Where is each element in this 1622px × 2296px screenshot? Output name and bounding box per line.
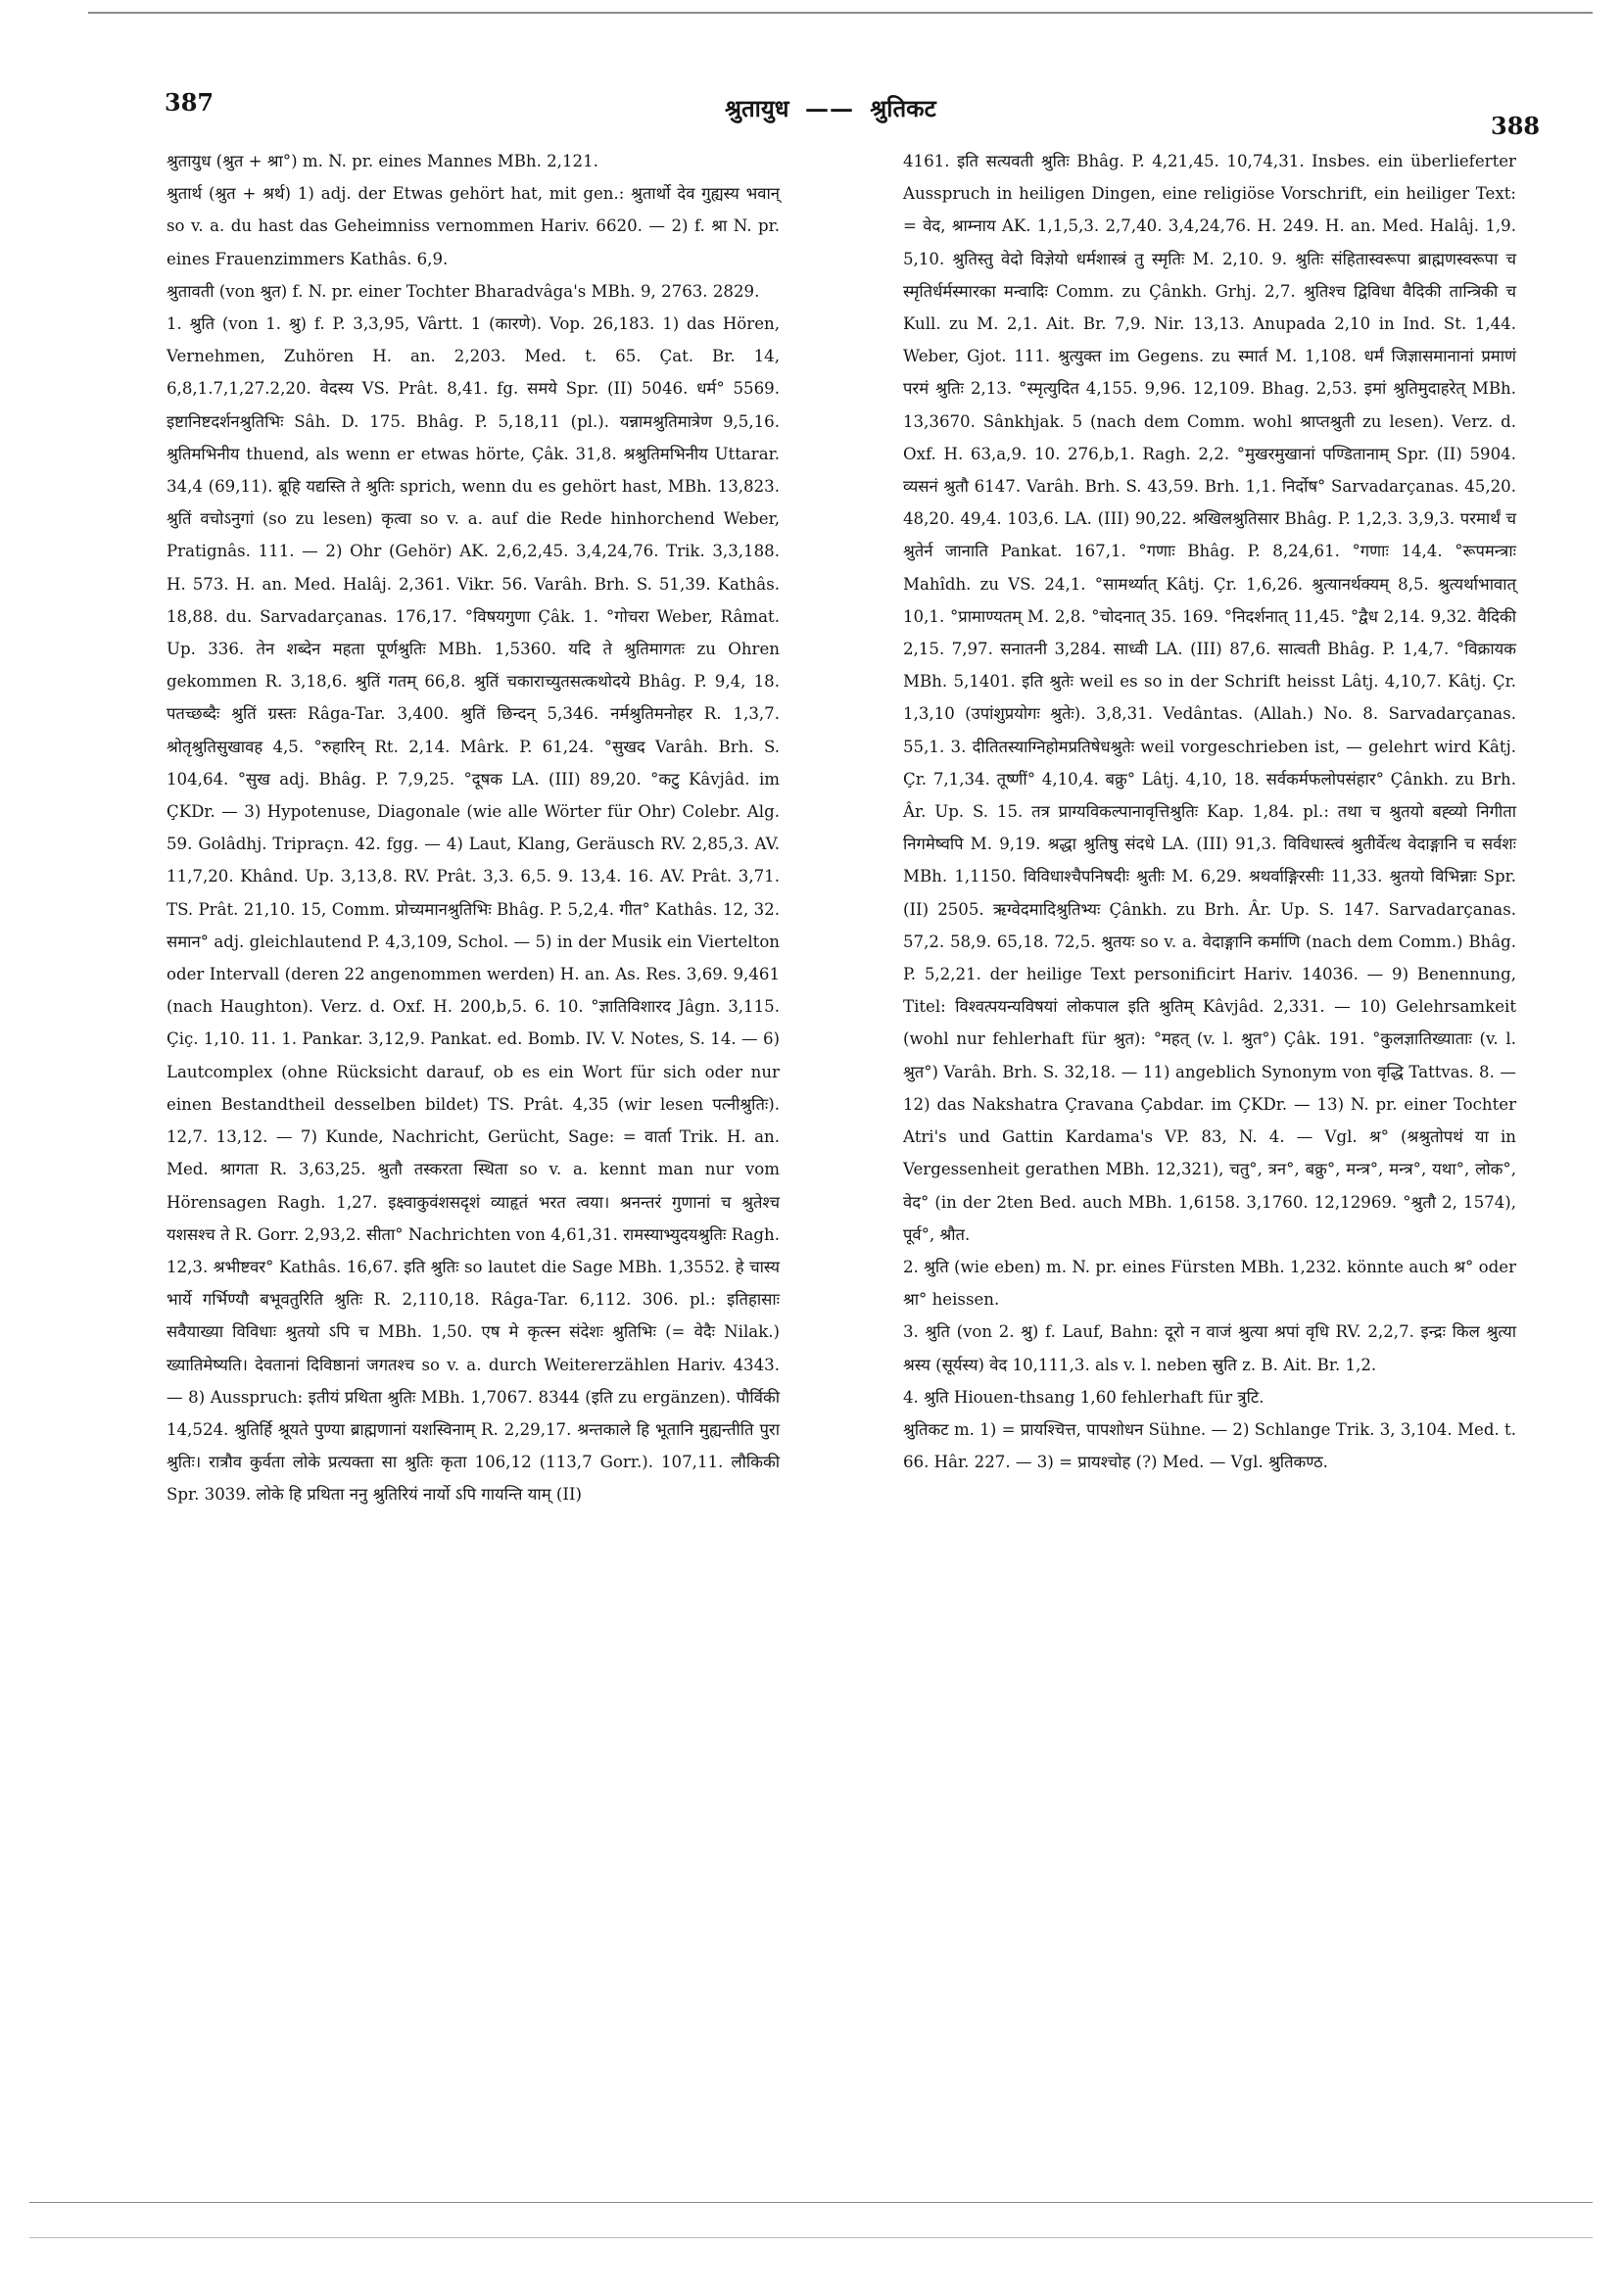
dictionary-entry: 1. श्रुति (von 1. श्रु) f. P. 3,3,95, Vârtt. 1 (कारणे). Vop. 26,183. 1) das Hören, Vernehmen, Zuhören H. an. 2,203. Med. t. 65. Çat. Br. 14, 6,8,1.7,1,27.2,20. वेदस्य VS. Prât. 8,41. fg. समये Spr. (II) 5046. धर्म° 5569. इष्टानिष्टदर्शनश्रुतिभिः Sâh. D. 175. Bhâg. P. 5,18,11 (pl.). यन्नामश्रुतिमात्रेण 9,5,16. श्रुतिमभिनीय thuend, als wenn er etwas hörte, Çâk. 31,8. श्रश्रुतिमभिनीय Uttarar. 34,4 (69,11). ब्रूहि यद्यस्ति ते श्रुतिः sprich, wenn du es gehört hast, MBh. 13,823. श्रुतिं वचोऽनुगां (so zu lesen) कृत्वा so v. a. auf die Rede hinhorchend Weber, Pratignâs. 111. — 2) Ohr (Gehör) AK. 2,6,2,45. 3,4,24,76. Trik. 3,3,188. H. 573. H. an. Med. Halâj. 2,361. Vikr. 56. Varâh. Brh. S. 51,39. Kathâs. 18,88. du. Sarvadarçanas. 176,17. °विषयगुणा Çâk. 1. °गोचरा Weber, Râmat. Up. 336. तेन शब्देन महता पूर्णश्रुतिः MBh. 1,5360. यदि ते श्रुतिमागतः zu Ohren gekommen R. 3,18,6. श्रुतिं गतम् 66,8. श्रुतिं चकाराच्युतसत्कथोदये Bhâg. P. 9,4, 18. पतच्छब्दैः श्रुतिं ग्रस्तः Râga-Tar. 3,400. श्रुतिं छिन्दन् 5,346. नर्मश्रुतिमनोहर R. 1,3,7. श्रोतृश्रुतिसुखावह 4,5. °रुहारिन् Rt. 2,14. Mârk. P. 61,24. °सुखद Varâh. Brh. S. 104,64. °सुख adj. Bhâg. P. 7,9,25. °दूषक LA. (III) 89,20. °कटु Kâvjâd. im ÇKDr. — 3) Hypotenuse, Diagonale (wie alle Wörter für Ohr) Colebr. Alg. 59. Golâdhj. Tripraçn. 42. fgg. — 4) Laut, Klang, Geräusch RV. 2,85,3. AV. 11,7,20. Khând. Up. 3,13,8. RV. Prât. 3,3. 6,5. 9. 13,4. 16. AV. Prât. 3,71. TS. Prât. 21,10. 15, Comm. प्रोच्यमानश्रुतिभिः Bhâg. P. 5,2,4. गीत° Kathâs. 12, 32. समान° adj. gleichlautend P. 4,3,109, Schol. — 5) in der Musik ein Viertelton oder Intervall (deren 22 angenommen werden) H. an. As. Res. 3,69. 9,461 (nach Haughton). Verz. d. Oxf. H. 200,b,5. 6. 10. °ज्ञातिविशारद Jâgn. 3,115. Çiç. 1,10. 11. 1. Pankar. 3,12,9. Pankat. ed. Bomb. IV. V. Notes, S. 14. — 6) Lautcomplex (ohne Rücksicht darauf, ob es ein Wort für sich oder nur einen Bestandtheil desselben bildet) TS. Prât. 4,35 (wir lesen पत्नीश्रुतिः). 12,7. 13,12. — 7) Kunde, Nachricht, Gerücht, Sage: = वार्ता Trik. H. an. Med. श्रागता R. 3,63,25. श्रुतौ तस्करता स्थिता so v. a. kennt man nur vom Hörensagen Ragh. 1,27. इक्ष्वाकुवंशसदृशं व्याहृतं भरत त्वया। श्रनन्तरं गुणानां च श्रुतेश्च यशसश्च ते R. Gorr. 2,93,2. सीता° Nachrichten von 4,61,31. रामस्याभ्युदयश्रुतिः Ragh. 12,3. श्रभीष्टवर° Kathâs. 16,67. इति श्रुतिः so lautet die Sage MBh. 1,3552. हे चास्य भार्ये गर्भिण्यौ बभूवतुरिति श्रुतिः R. 2,110,18. Râga-Tar. 6,112. 306. pl.: इतिहासाः सवैयाख्या विविधाः श्रुतयो ऽपि च MBh. 1,50. एष मे कृत्स्न संदेशः श्रुतिभिः (= वेदैः Nilak.) ख्यातिमेष्यति। देवतानां दिविष्ठानां जगतश्च so v. a. durch Weitererzählen Hariv. 4343. — 8) Ausspruch: इतीयं प्रथिता श्रुतिः MBh. 1,7067. 8344 (इति zu ergänzen). पौर्विकी 14,524. श्रुतिर्हि श्रूयते पुण्या ब्राह्मणानां यशस्विनाम् R. 2,29,17. श्रन्तकाले हि भूतानि मुह्यन्तीति पुरा श्रुतिः। रात्रौव कुर्वता लोके प्रत्यक्ता सा श्रुतिः कृता 106,12 (113,7 Gorr.). 107,11. लौकिकी Spr. 3039. लोके हि प्रथिता ननु श्रुतिरियं नार्यो ऽपि गायन्ति याम् (II) (167, 314, 780, 1505)
page-number-right: 388 (1491, 112, 1541, 140)
running-head (725, 92, 936, 124)
dictionary-entry: 2. श्रुति (wie eben) m. N. pr. eines Fürsten MBh. 1,232. könnte auch श्र° oder श्रा° heissen. (903, 1257, 1516, 1310)
dictionary-entry: श्रुतिकट m. 1) = प्रायश्चित्त, पापशोधन Sühne. — 2) Schlange Trik. 3, 3,104. Med. t. 66. Hâr. 227. — 3) = प्रायश्चोह (?) Med. — Vgl. श्रुतिकण्ठ. (903, 1419, 1516, 1472)
running-head-right: श्रुतिकट (870, 94, 936, 122)
dictionary-entry: 4161. इति सत्यवती श्रुतिः Bhâg. P. 4,21,45. 10,74,31. Insbes. ein überlieferter Ausspruch in heiligen Dingen, eine religiöse Vorschrift, ein heiliger Text: = वेद, श्राम्नाय AK. 1,1,5,3. 2,7,40. 3,4,24,76. H. 249. H. an. Med. Halâj. 1,9. 5,10. श्रुतिस्तु वेदो विज्ञेयो धर्मशास्त्रं तु स्मृतिः M. 2,10. 9. श्रुतिः संहितास्वरूपा ब्राह्मणस्वरूपा च स्मृतिर्धर्मस्मारका मन्वादिः Comm. zu Çânkh. Grhj. 2,7. श्रुतिश्च द्विविधा वैदिकी तान्त्रिकी च Kull. zu M. 2,1. Ait. Br. 7,9. Nir. 13,13. Anupada 2,10 in Ind. St. 1,44. Weber, Gjot. 111. श्रुत्युक्त im Gegens. zu स्मार्त M. 1,108. धर्मं जिज्ञासमानानां प्रमाणं परमं श्रुतिः 2,13. °स्मृत्युदित 4,155. 9,96. 12,109. Bhag. 2,53. इमां श्रुतिमुदाहरेत् MBh. 13,3670. Sânkhjak. 5 (nach dem Comm. wohl श्राप्तश्रुती zu lesen). Verz. d. Oxf. H. 63,a,9. 10. 276,b,1. Ragh. 2,2. °मुखरमुखानां पण्डितानाम् Spr. (II) 5904. व्यसनं श्रुतौ 6147. Varâh. Brh. S. 43,59. Brh. 1,1. निर्दोष° Sarvadarçanas. 45,20. 48,20. 49,4. 103,6. LA. (III) 90,22. श्रखिलश्रुतिसार Bhâg. P. 1,2,3. 3,9,3. परमार्थं च श्रुतेर्न जानाति Pankat. 167,1. °गणाः Bhâg. P. 8,24,61. °गणाः 14,4. °रूपमन्त्राः Mahîdh. zu VS. 24,1. °सामर्थ्यात् Kâtj. Çr. 1,6,26. श्रुत्यानर्थक्यम् 8,5. श्रुत्यर्थाभावात् 10,1. °प्रामाण्यतम् M. 2,8. °चोदनात् 35. 169. °निदर्शनात् 11,45. °द्वैध 2,14. 9,32. वैदिकी 2,15. 7,97. सनातनी 3,284. साध्वी LA. (III) 87,6. सात्वती Bhâg. P. 1,4,7. °विक्रायक MBh. 5,1401. इति श्रुतेः weil es so in der Schrift heisst Lâtj. 4,10,7. Kâtj. Çr. 1,3,10 (उपांशुप्रयोगः श्रुतेः). 3,8,31. Vedântas. (Allah.) No. 8. Sarvadarçanas. 55,1. 3. दीतितस्याग्निहोमप्रतिषेधश्रुतेः weil vorgeschrieben ist, — gelehrt wird Kâtj. Çr. 7,1,34. तूष्णीं° 4,10,4. बक्रु° Lâtj. 4,10, 18. सर्वकर्मफलोपसंहार° Çânkh. zu Brh. Âr. Up. S. 15. तत्र प्राग्यविकल्पानावृत्तिश्रुतिः Kap. 1,84. pl.: तथा च श्रुतयो बह्व्यो निगीता निगमेष्वपि M. 9,19. श्रद्धा श्रुतिषु संदधे LA. (III) 91,3. विविधास्त्वं श्रुतीर्वेत्थ वेदाङ्गानि च सर्वशः MBh. 1,1150. विविधाश्चैपनिषदीः श्रुतीः M. 6,29. श्रथर्वाङ्गिरसीः 11,33. श्रुतयो विभिन्नाः Spr. (II) 2505. ऋग्वेदमादिश्रुतिभ्यः Çânkh. zu Brh. Âr. Up. S. 147. Sarvadarçanas. 57,2. 58,9. 65,18. 72,5. श्रुतयः so v. a. वेदाङ्गानि कर्माणि (nach dem Comm.) Bhâg. P. 5,2,21. der heilige Text personificirt Hariv. 14036. — 9) Benennung, Titel: विश्वत्पयन्यविषयां लोकपाल इति श्रुतिम् Kâvjâd. 2,331. — 10) Gelehrsamkeit (wohl nur fehlerhaft für श्रुत): °महत् (v. l. श्रुत°) Çâk. 191. °कुलज्ञातिख्याताः (v. l. श्रुत°) Varâh. Brh. S. 32,18. — 11) angeblich Synonym von वृद्धि Tattvas. 8. — 12) das Nakshatra Çravana Çabdar. im ÇKDr. — 13) N. pr. einer Tochter Atri's und Gattin Kardama's VP. 83, N. 4. — Vgl. श्र° (श्रश्रुतोपथं या in Vergessenheit gerathen MBh. 12,321), चतु°, त्रन°, बक्रु°, मन्त्र°, मन्त्र°, यथा°, लोक°, वेद° (in der 2ten Bed. auch MBh. 1,6158. 3,1760. 12,12969. °श्रुतौ 2, 1574), पूर्व°, श्रौत. (903, 152, 1516, 1244)
dictionary-entry: 4. श्रुति Hiouen-thsang 1,60 fehlerhaft für त्रुटि. (903, 1387, 1264, 1407)
page-header (0, 82, 1622, 141)
dictionary-entry: श्रुतावती (von श्रुत) f. N. pr. einer Tochter Bharadvâga's MBh. 9, 2763. 2829. (167, 281, 760, 301)
left-column (167, 145, 780, 1511)
running-head-left: श्रुतायुध (725, 94, 789, 122)
page-number-left: 387 (165, 88, 215, 117)
right-column (903, 145, 1516, 1478)
dictionary-entry: श्रुतार्थ (श्रुत + श्रर्थ) 1) adj. der Etwas gehört hat, mit gen.: श्रुतार्थो देव गुह्यस्य भवान् so v. a. du hast das Geheimniss vernommen Hariv. 6620. — 2) f. श्रा N. pr. eines Frauenzimmers Kathâs. 6,9. (167, 184, 780, 268)
dictionary-entry: श्रुतायुध (श्रुत + श्रा°) m. N. pr. eines Mannes MBh. 2,121. (167, 152, 598, 170)
top-rule (88, 12, 1593, 14)
bottom-rule-faint (29, 2237, 1593, 2238)
dictionary-entry: 3. श्रुति (von 2. श्रु) f. Lauf, Bahn: दूरो न वाजं श्रुत्या श्रपां वृधि RV. 2,2,7. इन्द्रः किल श्रुत्या श्रस्य (सूर्यस्य) वेद 10,111,3. als v. l. neben स्रुति z. B. Ait. Br. 1,2. (903, 1322, 1516, 1374)
running-head-separator: —— (804, 94, 854, 122)
bottom-rule (29, 2202, 1593, 2203)
